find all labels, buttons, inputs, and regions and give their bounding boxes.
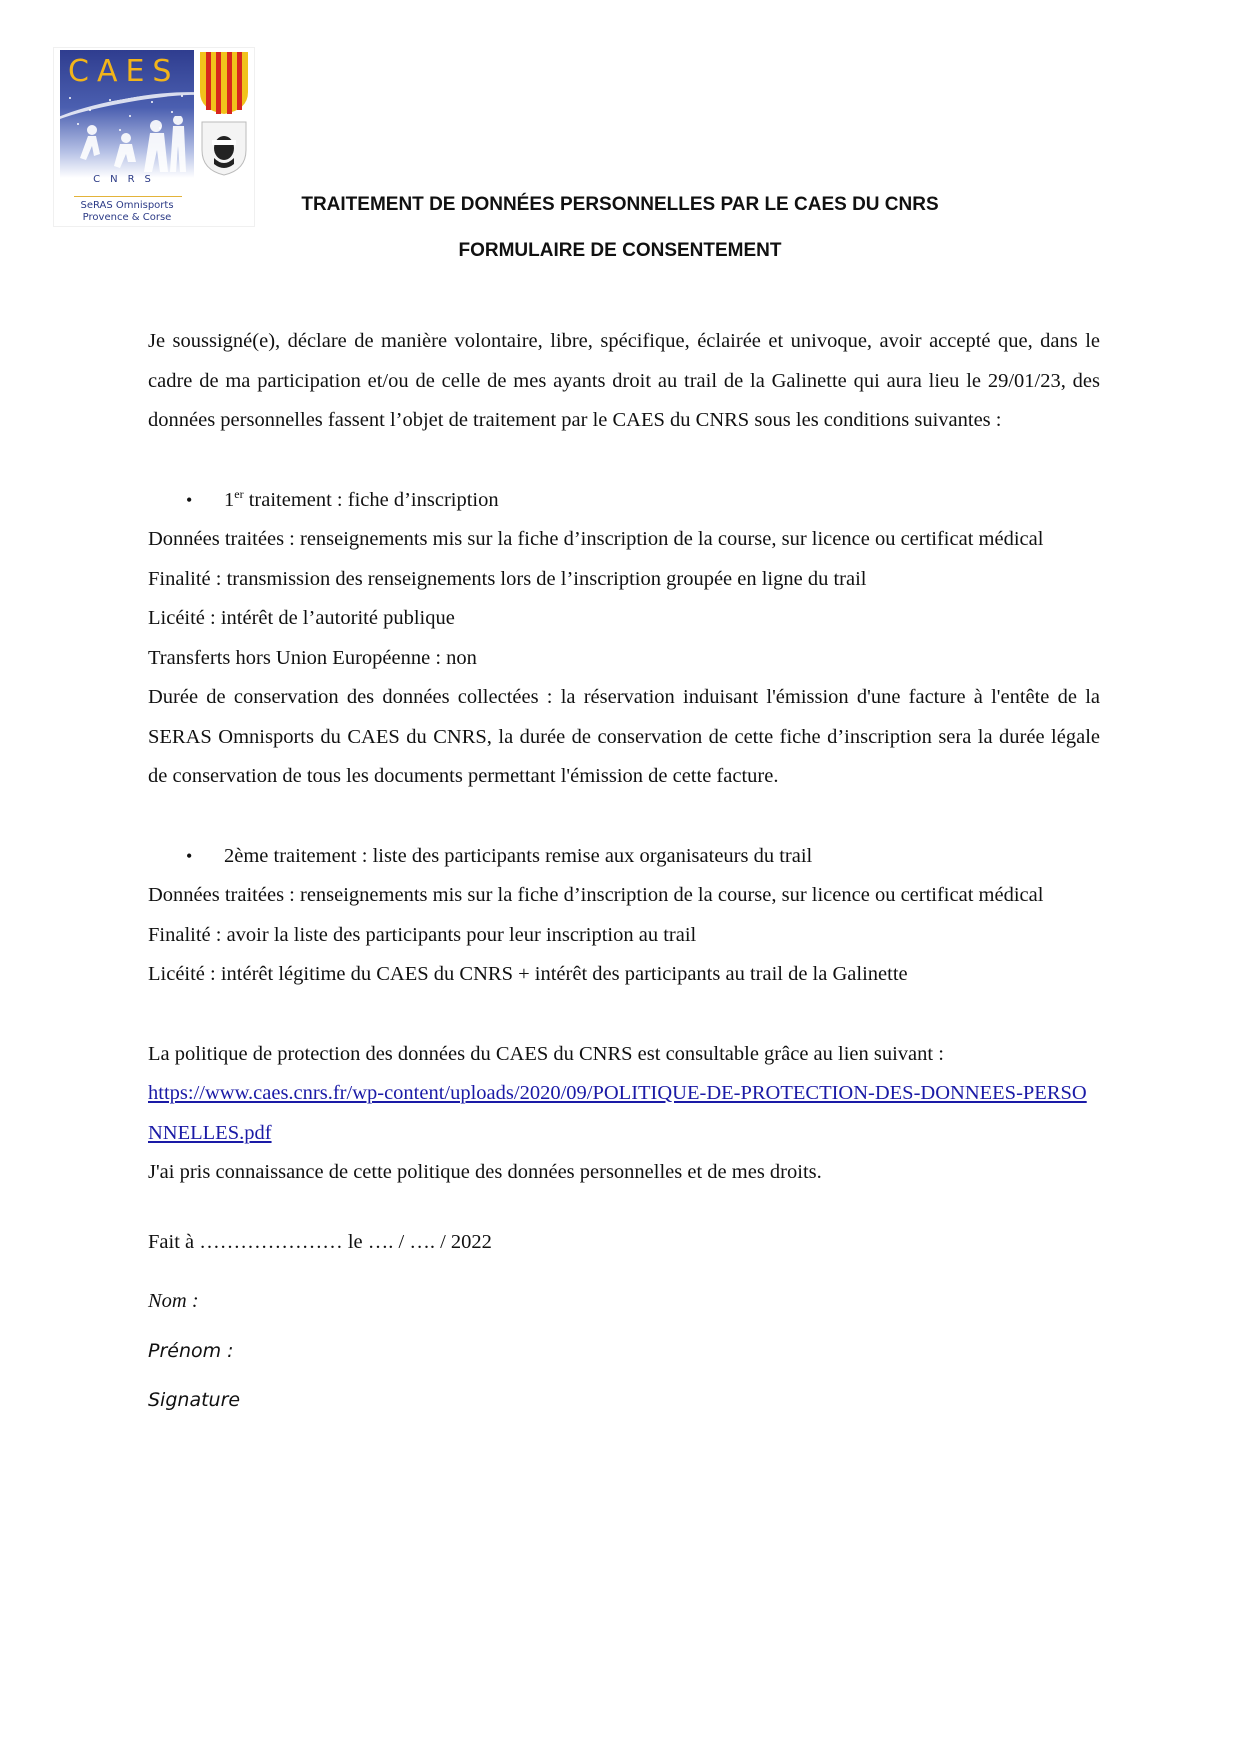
treatment-1-transfers: Transferts hors Union Européenne : non [148,646,477,669]
logo-cnrs: CNRS [93,174,161,185]
policy-link[interactable]: https://www.caes.cnrs.fr/wp-content/uploads/2020/09/POLITIQUE-DE-PROTECTION-DES-DONNEES-PERSONNELLES.pdf [148,1082,1087,1144]
logo-subtitle-1: SeRAS Omnisports [80,200,174,211]
catalan-flag-icon [200,52,248,114]
place-date-line: Fait à ………………… le …. / …. / 2022 [148,1230,492,1253]
logo-subtitle-2: Provence & Corse [82,212,172,223]
policy-acknowledgement: J'ai pris connaissance de cette politique des données personnelles et de mes droits. [148,1161,822,1183]
document-body [148,322,1100,1421]
runners-icon [80,116,190,174]
treatment-2-heading: • 2ème traitement : liste des participants remise aux organisateurs du trail [148,837,1100,877]
treatment-1-title: traitement : fiche d’inscription [243,488,499,511]
signature-label: Signature [148,1389,241,1411]
policy-text: La politique de protection des données du CAES du CNRS est consultable grâce au lien suivant : [148,1042,944,1065]
treatment-1-heading [148,481,1100,521]
treatment-2-data: Données traitées : renseignements mis sur la fiche d’inscription de la course, sur licence ou certificat médical [148,884,1044,906]
nom-label: Nom : [148,1290,199,1312]
treatment-1-legality: Licéité : intérêt de l’autorité publique [148,607,455,629]
logo-panel [60,50,194,178]
treatment-2-legality: Licéité : intérêt légitime du CAES du CNRS + intérêt des participants au trail de la Galinette [148,963,908,985]
treatment-1-purpose: Finalité : transmission des renseignements lors de l’inscription groupée en ligne du trail [148,567,867,590]
treatment-1-retention: Durée de conservation des données collectées : la réservation induisant l'émission d'une facture à l'entête de la SERAS Omnisports du CAES du CNRS, la durée de conservation de cette fiche d’inscription sera la durée légale de conservation de tous les documents permettant l'émission de cette facture. [148,686,1100,787]
spacer [148,797,1100,837]
treatment-2-purpose: Finalité : avoir la liste des participants pour leur inscription au trail [148,923,697,946]
spacer [148,441,1100,481]
treatment-1-data: Données traitées : renseignements mis sur la fiche d’inscription de la course, sur licence ou certificat médical [148,528,1044,550]
treatment-1-num: 1 [224,488,235,511]
document-title: TRAITEMENT DE DONNÉES PERSONNELLES PAR LE CAES DU CNRS [301,194,939,215]
treatment-1-sup: er [234,486,244,501]
document-subtitle: FORMULAIRE DE CONSENTEMENT [458,240,782,261]
prenom-label: Prénom : [148,1339,234,1362]
corsica-shield-icon [200,120,248,176]
spacer [148,995,1100,1035]
intro-paragraph: Je soussigné(e), déclare de manière volontaire, libre, spécifique, éclairée et univoque, avoir accepté que, dans le cadre de ma participation et/ou de celle de mes ayants droit au trail de la Galinette qui aura lieu le 29/01/23, des données personnelles fassent l’objet de traitement par le CAES du CNRS sous les conditions suivantes : [148,330,1100,431]
logo-word: CAES [68,54,180,89]
spacer [148,1193,1100,1223]
